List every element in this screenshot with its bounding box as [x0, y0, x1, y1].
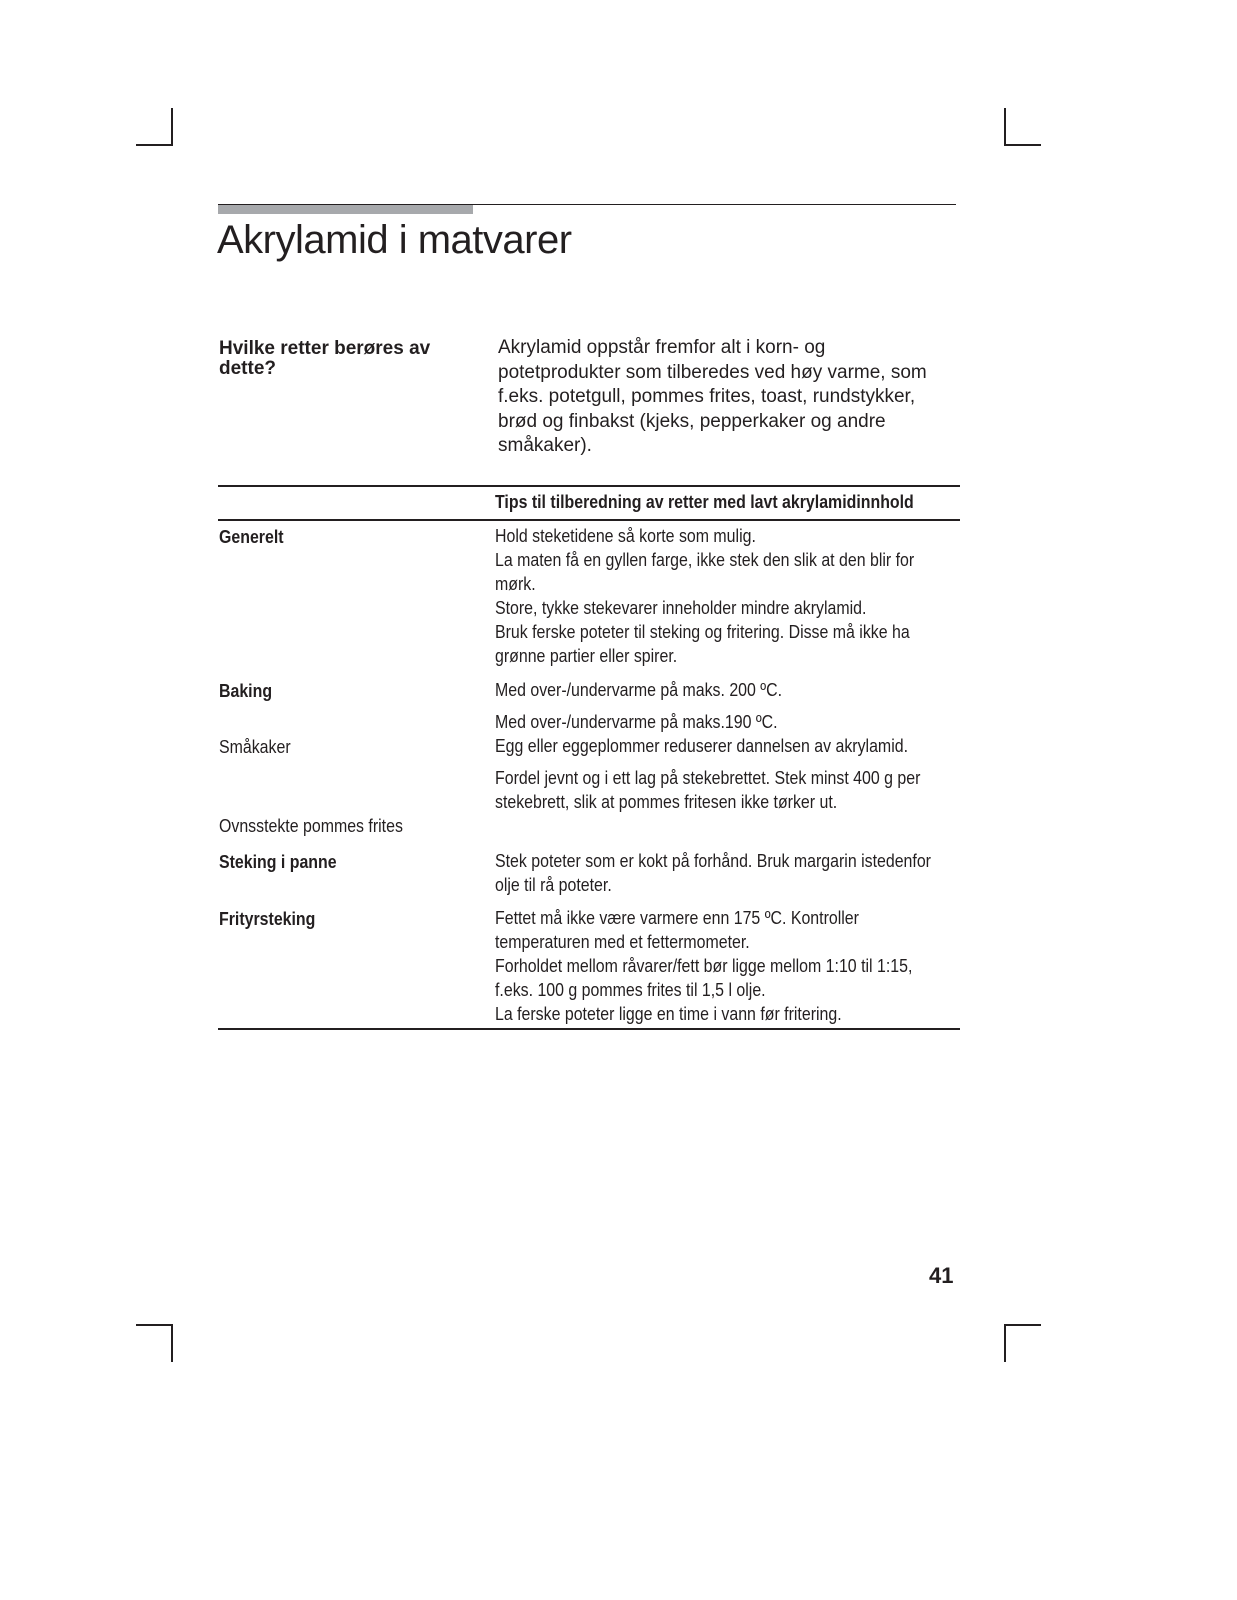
row-label-generelt: Generelt: [219, 526, 284, 547]
table-bottom-rule: [218, 1028, 960, 1030]
tip-line: Med over-/undervarme på maks.190 ºC.: [495, 711, 778, 732]
tip-line: Forholdet mellom råvarer/fett bør ligge mellom 1:10 til 1:15,: [495, 955, 913, 976]
crop-mark-bottom-right-v: [1004, 1324, 1006, 1362]
intro-answer-line: potetprodukter som tilberedes ved høy varme, som: [498, 361, 927, 383]
tip-line: Stek poteter som er kokt på forhånd. Bruk margarin istedenfor: [495, 850, 931, 871]
tip-line: Fordel jevnt og i ett lag på stekebrettet. Stek minst 400 g per: [495, 767, 921, 788]
row-content-smakaker: [495, 710, 908, 758]
row-label-frityr: Frityrsteking: [219, 908, 316, 929]
tip-line: Bruk ferske poteter til steking og fritering. Disse må ikke ha: [495, 621, 910, 642]
tip-line: olje til rå poteter.: [495, 874, 612, 895]
tip-line: temperaturen med et fettermometer.: [495, 931, 750, 952]
tip-line: Fettet må ikke være varmere enn 175 ºC. Kontroller: [495, 907, 859, 928]
crop-mark-top-right-h: [1004, 144, 1041, 146]
crop-mark-top-left-h: [136, 144, 173, 146]
tip-line: grønne partier eller spirer.: [495, 645, 678, 666]
tip-line: stekebrett, slik at pommes fritesen ikke tørker ut.: [495, 791, 838, 812]
row-label-pommes: Ovnsstekte pommes frites: [219, 815, 403, 836]
row-label-steking: Steking i panne: [219, 851, 337, 872]
row-content-baking: [495, 678, 782, 702]
row-content-generelt: [495, 524, 914, 668]
crop-mark-top-left-v: [171, 108, 173, 146]
crop-mark-bottom-left-h: [136, 1324, 173, 1326]
intro-answer-line: småkaker).: [498, 435, 592, 457]
crop-mark-top-right-v: [1004, 108, 1006, 146]
intro-answer: [498, 336, 948, 459]
intro-answer-line: f.eks. potetgull, pommes frites, toast, rundstykker,: [498, 386, 916, 408]
row-label-smakaker: Småkaker: [219, 736, 291, 757]
intro-answer-line: Akrylamid oppstår fremfor alt i korn- og: [498, 337, 826, 358]
crop-mark-bottom-right-h: [1004, 1324, 1041, 1326]
tip-line: f.eks. 100 g pommes frites til 1,5 l olje.: [495, 979, 766, 1000]
row-content-pommes: [495, 766, 920, 814]
tip-line: La ferske poteter ligge en time i vann før fritering.: [495, 1003, 842, 1024]
tip-line: Egg eller eggeplommer reduserer dannelsen av akrylamid.: [495, 735, 909, 756]
title-accent-bar: [218, 205, 473, 214]
page-title: Akrylamid i matvarer: [217, 218, 572, 262]
tip-line: La maten få en gyllen farge, ikke stek den slik at den blir for: [495, 549, 915, 570]
row-content-frityr: [495, 906, 912, 1026]
crop-mark-bottom-left-v: [171, 1324, 173, 1362]
row-content-steking: [495, 849, 931, 897]
tip-line: Med over-/undervarme på maks. 200 ºC.: [495, 679, 783, 700]
table-top-rule: [218, 485, 960, 487]
table-header: Tips til tilberedning av retter med lavt akrylamidinnhold: [495, 491, 914, 512]
row-label-baking: Baking: [219, 680, 273, 701]
tip-line: Hold steketidene så korte som mulig.: [495, 525, 756, 546]
intro-answer-line: brød og finbakst (kjeks, pepperkaker og andre: [498, 410, 886, 432]
tip-line: mørk.: [495, 573, 536, 594]
table-header-rule: [218, 519, 960, 521]
intro-question: Hvilke retter berøres av dette?: [219, 338, 431, 379]
tip-line: Store, tykke stekevarer inneholder mindre akrylamid.: [495, 597, 867, 618]
page-number: 41: [929, 1263, 954, 1288]
